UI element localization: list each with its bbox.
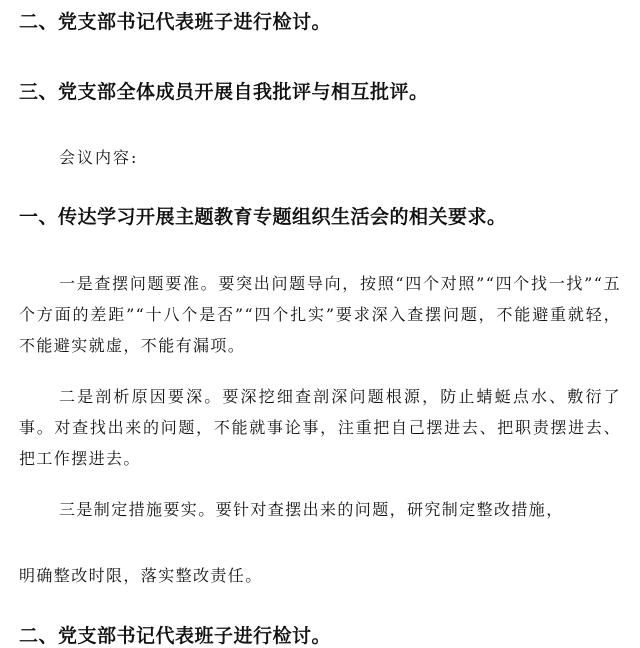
meeting-content-label: 会议内容:: [59, 148, 139, 167]
heading-three: 三、党支部全体成员开展自我批评与相互批评。: [19, 81, 429, 103]
heading-two: 二、党支部书记代表班子进行检讨。: [19, 11, 332, 33]
heading-two-repeat: 二、党支部书记代表班子进行检讨。: [19, 625, 332, 647]
heading-one: 一、传达学习开展主题教育专题组织生活会的相关要求。: [19, 206, 507, 228]
paragraph-three-part1: 三是制定措施要实。要针对查摆出来的问题，研究制定整改措施，: [59, 500, 564, 519]
paragraph-one: 一是查摆问题要准。要突出问题导向，按照“四个对照”“四个找一找”“五个方面的差距”“十八个是否”“四个扎实”要求深入查摆问题，不能避重就轻，不能避实就虚，不能有漏项。: [19, 274, 621, 355]
paragraph-two: 二是剖析原因要深。要深挖细查剖深问题根源，防止蜻蜓点水、敷衍了事。对查找出来的问题，不能就事论事，注重把自己摆进去、把职责摆进去、把工作摆进去。: [19, 387, 621, 468]
paragraph-three-part2: 明确整改时限，落实整改责任。: [19, 566, 263, 585]
